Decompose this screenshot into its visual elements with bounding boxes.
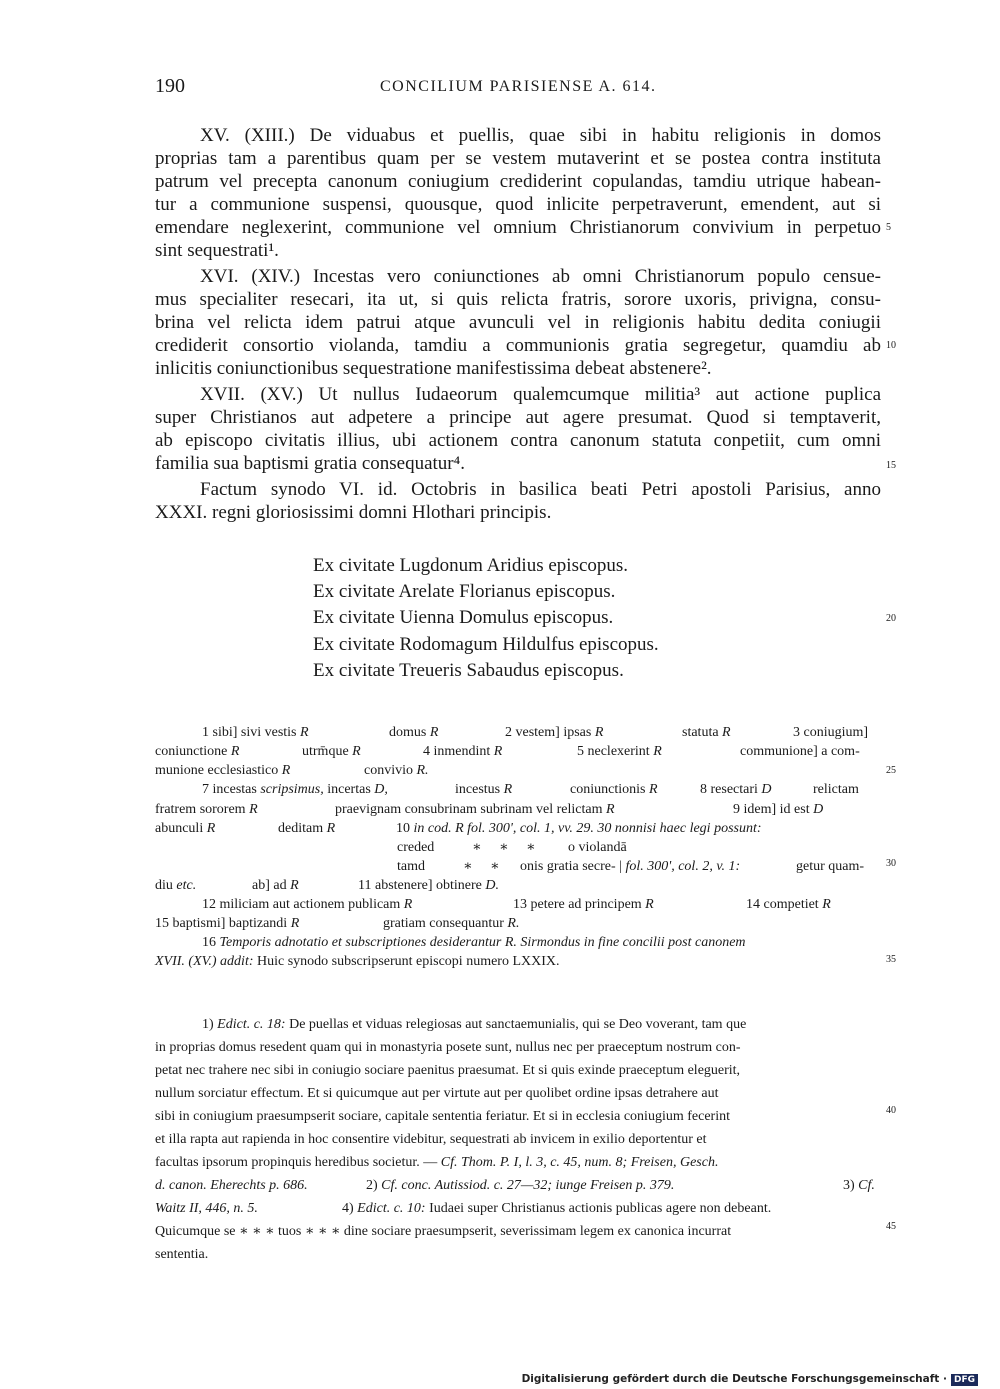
body-line: crediderit consortio violanda, tamdiu a communionis gratia segregetur, quamdiu ab (155, 335, 881, 356)
apparatus-line: 10 in cod. R fol. 300', col. 1, vv. 29. 30 nonnisi haec legi possunt: (396, 821, 762, 836)
body-line: mus specialiter resecari, ita ut, si quis relicta fratris, sorore uxoris, privigna, consu- (155, 289, 881, 310)
apparatus-asterisks: ∗ ∗ ∗ (472, 840, 536, 855)
apparatus-line: 11 abstenere] obtinere D. (358, 878, 499, 893)
body-line: patrum vel precepta canonum coniugium crediderint copulandas, tamdiu utrique habean- (155, 171, 881, 192)
apparatus-line: 13 petere ad principem R (513, 897, 654, 912)
apparatus-line: onis gratia secre- | fol. 300', col. 2, v. 1: (520, 859, 741, 874)
subscription-line: Ex civitate Uienna Domulus episcopus. (313, 607, 614, 628)
body-line: tur a communione suspensi, quousque, quod inlicite perpetraverunt, emendent, aut si (155, 194, 881, 215)
apparatus-line: ab] ad R (252, 878, 299, 893)
footnote-line: 4) Edict. c. 10: Iudaei super Christianus actionis publicas agere non debeant. (342, 1201, 772, 1216)
apparatus-line: 9 idem] id est D (733, 802, 824, 817)
body-line: sint sequestrati¹. (155, 240, 279, 261)
apparatus-line: 1 sibi] sivi vestis R (202, 725, 309, 740)
subscription-line: Ex civitate Rodomagum Hildulfus episcopus. (313, 634, 659, 655)
footnote-line: sententia. (155, 1247, 209, 1262)
body-line: XV. (XIII.) De viduabus et puellis, quae sibi in habitu religionis in domos (200, 125, 881, 146)
apparatus-line: praevignam consubrinam subrinam vel relictam R (335, 802, 615, 817)
footnote-line: 3) Cf. (843, 1178, 875, 1193)
funding-note-text: Digitalisierung gefördert durch die Deutsche Forschungsgemeinschaft · (521, 1373, 947, 1385)
apparatus-line: 16 Temporis adnotatio et subscriptiones desiderantur R. Sirmondus in fine concilii post canonem (202, 935, 746, 950)
apparatus-line: relictam (813, 782, 859, 797)
apparatus-line: domus R (389, 725, 439, 740)
apparatus-line: XVII. (XV.) addit: Huic synodo subscripserunt episcopi numero LXXIX. (155, 954, 560, 969)
apparatus-line: getur quam- (796, 859, 865, 874)
line-number: 45 (886, 1221, 896, 1232)
apparatus-line: 7 incestas scripsimus, incertas D, (202, 782, 388, 797)
apparatus-line: convivio R. (364, 763, 429, 778)
funding-note (522, 1373, 978, 1386)
footnote-line: facultas ipsorum propinquis heredibus societur. — Cf. Thom. P. I, l. 3, c. 45, num. 8; Freisen, Gesch. (155, 1155, 719, 1170)
page-number: 190 (155, 75, 185, 97)
subscription-line: Ex civitate Lugdonum Aridius episcopus. (313, 555, 629, 576)
apparatus-line: incestus R (455, 782, 513, 797)
apparatus-line: 4 inmendint R (423, 744, 503, 759)
body-line: brina vel relicta idem patrui atque avunculi vel in religionis habitu dedita coniugii (155, 312, 881, 333)
footnote-line: 1) Edict. c. 18: De puellas et viduas relegiosas aut sanctaemunialis, qui se Deo voverant, tam que (202, 1017, 747, 1032)
footnote-line: Quicumque se ∗ ∗ ∗ tuos ∗ ∗ ∗ dine sociare praesumpserit, severissimam legem ex canonica incurrat (155, 1224, 732, 1239)
body-line: emendare neglexerint, communione vel omnium Christianorum convivium in perpetuo (155, 217, 881, 238)
body-line: familia sua baptismi gratia consequatur⁴. (155, 453, 466, 474)
footnote-line: 2) Cf. conc. Autissiod. c. 27—32; iunge Freisen p. 379. (366, 1178, 675, 1193)
footnote-line: nullum sorciatur effectum. Et si quicumque aut per virtute aut per quolibet ordine ipsas detrahere aut (155, 1086, 719, 1101)
apparatus-line: coniunctione R (155, 744, 240, 759)
apparatus-line: abunculi R (155, 821, 216, 836)
body-line: super Christianos aut adpetere a principe aut agere presumat. Quod si temptaverit, (155, 407, 881, 428)
line-number: 25 (886, 765, 896, 776)
apparatus-line: utrm̄que R (302, 744, 361, 759)
apparatus-line: diu etc. (155, 878, 197, 893)
footnote-line: petat nec trahere nec sibi in coniugio sociare paenitus praesumat. Et si quis exinde praeceptum eleguerit, (155, 1063, 741, 1078)
apparatus-line: deditam R (278, 821, 336, 836)
apparatus-line: tamd (397, 859, 425, 874)
apparatus-line: 2 vestem] ipsas R (505, 725, 604, 740)
line-number: 15 (886, 460, 896, 471)
apparatus-line: o violandā (568, 840, 627, 855)
body-line: XXXI. regni gloriosissimi domni Hlothari principis. (155, 502, 552, 523)
body-line: proprias tam a parentibus quam per se vestem mutaverint et se postea contra instituta (155, 148, 881, 169)
footnote-line: in proprias domus resedent quam qui in monastyria posete sunt, nullus nec per praeceptum nostrum con- (155, 1040, 741, 1055)
body-line: ab episcopo civitatis illius, ubi actionem contra canonum statuta conpetiit, cum omni (155, 430, 881, 451)
line-number: 5 (886, 222, 891, 233)
apparatus-line: 12 miliciam aut actionem publicam R (202, 897, 413, 912)
subscription-line: Ex civitate Arelate Florianus episcopus. (313, 581, 616, 602)
apparatus-line: fratrem sororem R (155, 802, 258, 817)
running-title: CONCILIUM PARISIENSE A. 614. (380, 78, 657, 95)
footnote-line: et illa rapta aut rapienda in hoc consentire videbitur, sequestrati ab invicem in exilio deportentur et (155, 1132, 707, 1147)
apparatus-line: 14 competiet R (746, 897, 831, 912)
body-line: XVI. (XIV.) Incestas vero coniunctiones ab omni Christianorum populo censue- (200, 266, 881, 287)
apparatus-line: 3 coniugium] (793, 725, 869, 740)
apparatus-line: munione ecclesiastico R (155, 763, 291, 778)
apparatus-line: 8 resectari D (700, 782, 772, 797)
body-line: inlicitis coniunctionibus sequestratione manifestissima debeat abstenere². (155, 358, 712, 379)
apparatus-line: 15 baptismi] baptizandi R (155, 916, 300, 931)
apparatus-line: gratiam consequantur R. (383, 916, 520, 931)
footnote-line: sibi in coniugium praesumpserit sociare, capitale sententia feriatur. Et si in ecclesia coniugium fecerint (155, 1109, 730, 1124)
line-number: 30 (886, 858, 896, 869)
dfg-logo: DFG (951, 1374, 978, 1386)
apparatus-line: coniunctionis R (570, 782, 658, 797)
apparatus-line: creded (397, 840, 435, 855)
line-number: 40 (886, 1105, 896, 1116)
apparatus-asterisks: ∗ ∗ (463, 859, 500, 874)
footnote-line: Waitz II, 446, n. 5. (155, 1201, 258, 1216)
body-line: XVII. (XV.) Ut nullus Iudaeorum qualemcumque militia³ aut actione puplica (200, 384, 881, 405)
line-number: 10 (886, 340, 896, 351)
line-number: 35 (886, 954, 896, 965)
body-line: Factum synodo VI. id. Octobris in basilica beati Petri apostoli Parisius, anno (200, 479, 881, 500)
subscription-line: Ex civitate Treueris Sabaudus episcopus. (313, 660, 624, 681)
footnote-line: d. canon. Eherechts p. 686. (155, 1178, 308, 1193)
apparatus-line: 5 neclexerint R (577, 744, 662, 759)
line-number: 20 (886, 613, 896, 624)
apparatus-line: statuta R (682, 725, 731, 740)
apparatus-line: communione] a com- (740, 744, 860, 759)
